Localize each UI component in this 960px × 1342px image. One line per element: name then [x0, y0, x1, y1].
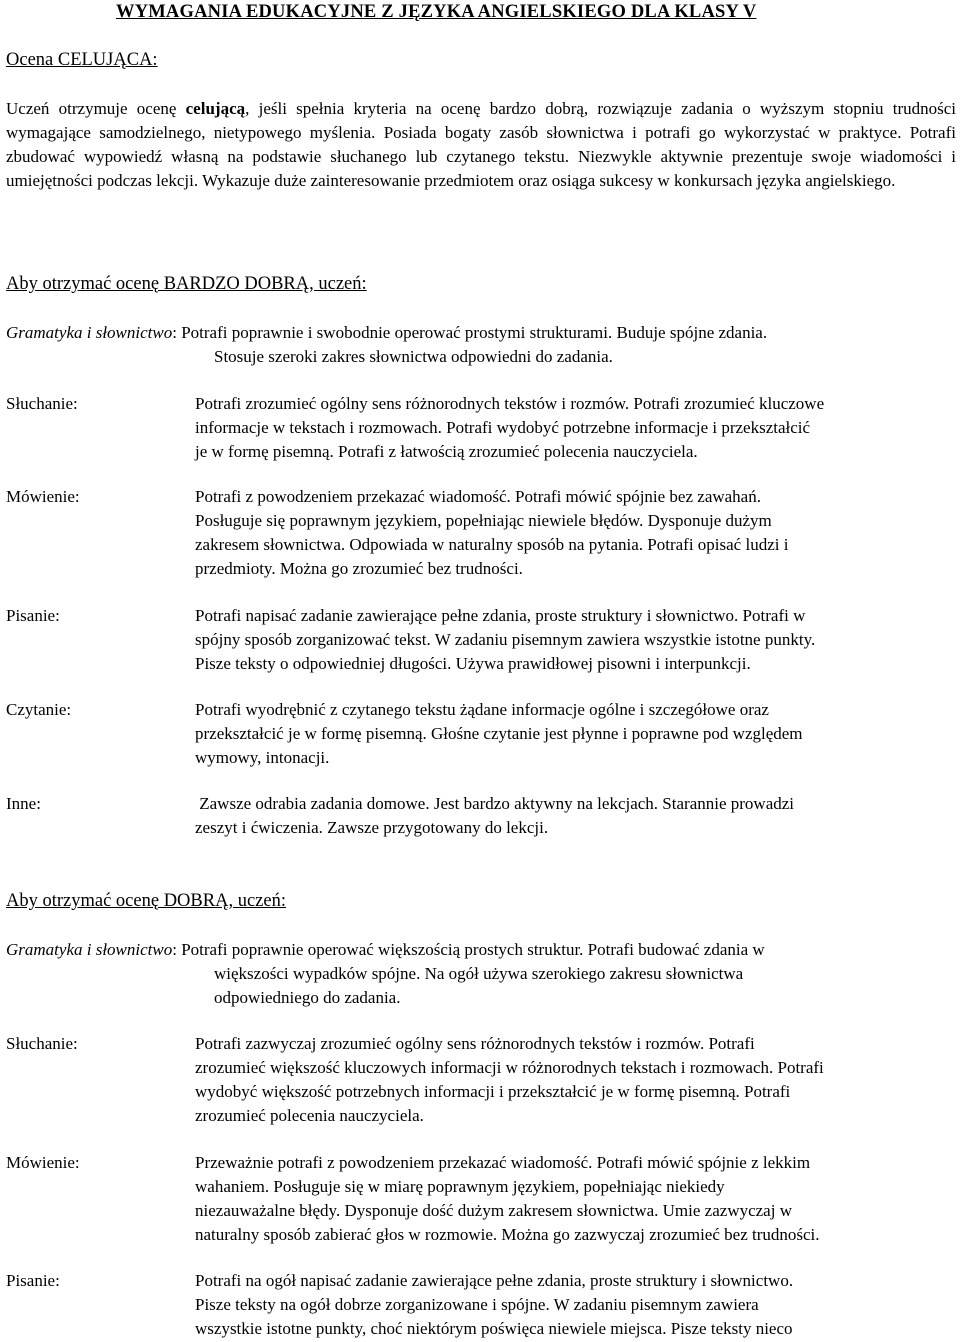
good-speaking-text: Przeważnie potrafi z powodzeniem przekazać wiadomość. Potrafi mówić spójnie z lekkim wahaniem. Posługuje się w miarę poprawnym językiem, popełniając niekiedy niezauważalne błędy. Dysponuje dość dużym zakresem słownictwa. Umie zazwyczaj w naturalny sposób zabierać głos w rozmowie. Można go zazwyczaj zrozumieć bez trudności. — [195, 1153, 820, 1244]
very-good-speaking-text: Potrafi z powodzeniem przekazać wiadomość. Potrafi mówić spójnie bez zawahań. Posługuje się poprawnym językiem, popełniając niewiele błędów. Dysponuje dużym zakresem słownictwa. Odpowiada w naturalny sposób na pytania. Potrafi opisać ludzi i przedmioty. Można go zrozumieć bez trudności. — [195, 487, 789, 578]
grade-celujaca-paragraph: Uczeń otrzymuje ocenę celującą, jeśli spełnia kryteria na ocenę bardzo dobrą, rozwiązuje zadania o wyższym stopniu trudności wymagające samodzielnego, nietypowego myślenia. Posiada bogaty zasób słownictwa i potrafi go wykorzystać w praktyce. Potrafi zbudować wypowiedź własną na podstawie słuchanego lub czytanego tekstu. Niezwykle aktywnie prezentuje swoje wiadomości i umiejętności podczas lekcji. Wykazuje duże zainteresowanie przedmiotem oraz osiąga sukcesy w konkursach języka angielskiego. — [6, 99, 956, 190]
very-good-reading-text: Potrafi wyodrębnić z czytanego tekstu żądane informacje ogólne i szczegółowe oraz przekształcić je w formę pisemną. Głośne czytanie jest płynne i poprawne pod względem wymowy, intonacji. — [195, 700, 803, 767]
very-good-listening-label: Słuchanie: — [6, 394, 78, 413]
good-writing-label: Pisanie: — [6, 1271, 60, 1290]
good-listening-label: Słuchanie: — [6, 1034, 78, 1053]
very-good-heading: Aby otrzymać ocenę BARDZO DOBRĄ, uczeń: — [6, 274, 367, 294]
very-good-grammar: Gramatyka i słownictwo: Potrafi poprawnie i swobodnie operować prostymi strukturami. Buduje spójne zdania. Stosuje szeroki zakres słownictwa odpowiedni do zadania. — [6, 323, 768, 366]
grade-celujaca-heading: Ocena CELUJĄCA: — [6, 50, 158, 70]
good-listening-text: Potrafi zazwyczaj zrozumieć ogólny sens różnorodnych tekstów i rozmów. Potrafi zrozumieć większość kluczowych informacji w różnorodnych tekstach i rozmowach. Potrafi wydobyć większość potrzebnych informacji i przekształcić je w formę pisemną. Potrafi zrozumieć polecenia nauczyciela. — [195, 1034, 824, 1125]
very-good-listening-text: Potrafi zrozumieć ogólny sens różnorodnych tekstów i rozmów. Potrafi zrozumieć kluczowe informacje w tekstach i rozmowach. Potrafi wydobyć potrzebne informacje i przekształcić je w formę pisemną. Potrafi z łatwością zrozumieć polecenia nauczyciela. — [195, 394, 825, 461]
document-title: WYMAGANIA EDUKACYJNE Z JĘZYKA ANGIELSKIEGO DLA KLASY V — [116, 2, 757, 22]
very-good-other-label: Inne: — [6, 794, 41, 813]
very-good-speaking-label: Mówienie: — [6, 487, 80, 506]
good-speaking-label: Mówienie: — [6, 1153, 80, 1172]
good-writing-text: Potrafi na ogół napisać zadanie zawierające pełne zdania, proste struktury i słownictwo. Pisze teksty na ogół dobrze zorganizowane i spójne. W zadaniu pisemnym zawiera wszystkie istotne punkty, choć niektórym poświęca niewiele miejsca. Pisze teksty nieco — [195, 1271, 794, 1338]
good-grammar: Gramatyka i słownictwo: Potrafi poprawnie operować większością prostych struktur. Potrafi budować zdania w większości wypadków spójne. Na ogół używa szerokiego zakresu słownictwa odpowiedniego do zadania. — [6, 940, 765, 1007]
celujaca-bold: celującą — [185, 99, 246, 118]
very-good-writing-text: Potrafi napisać zadanie zawierające pełne zdania, proste struktury i słownictwo. Potrafi w spójny sposób zorganizować tekst. W zadaniu pisemnym zawiera wszystkie istotne punkty. Pisze teksty o odpowiedniej długości. Używa prawidłowej pisowni i interpunkcji. — [195, 606, 816, 673]
very-good-writing-label: Pisanie: — [6, 606, 60, 625]
very-good-reading-label: Czytanie: — [6, 700, 72, 719]
good-heading: Aby otrzymać ocenę DOBRĄ, uczeń: — [6, 891, 286, 911]
very-good-other-text: Zawsze odrabia zadania domowe. Jest bardzo aktywny na lekcjach. Starannie prowadzi zeszyt i ćwiczenia. Zawsze przygotowany do lekcji. — [195, 794, 795, 837]
